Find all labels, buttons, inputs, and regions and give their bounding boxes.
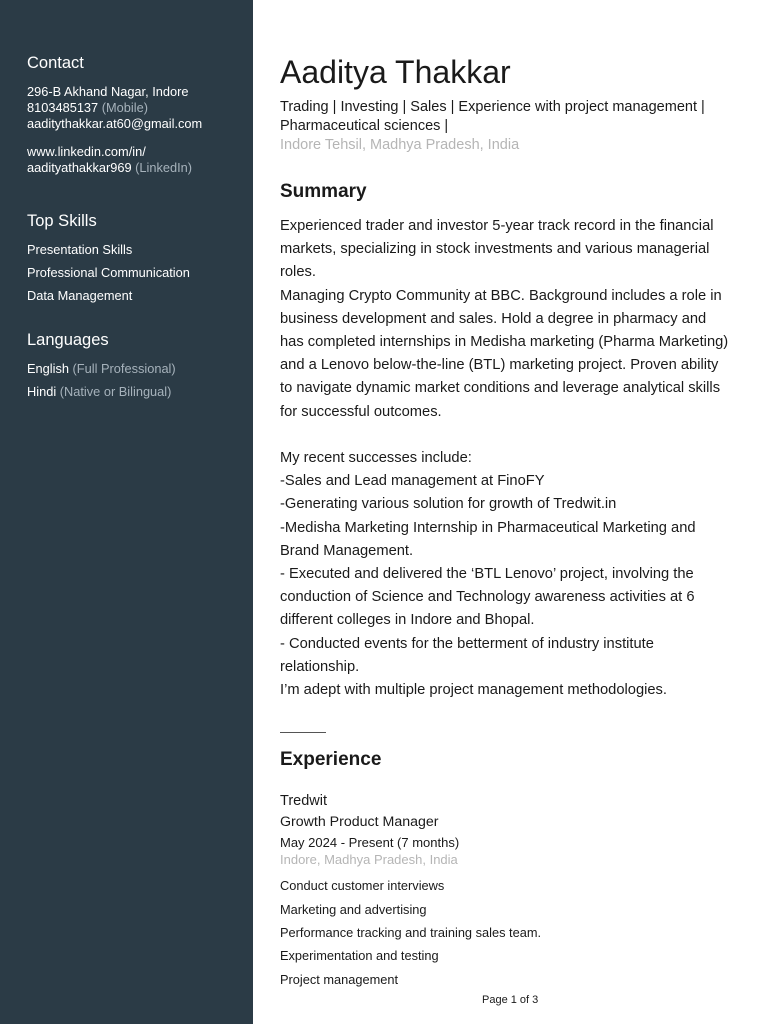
contact-heading: Contact	[27, 54, 84, 72]
phone-number[interactable]: 8103485137	[27, 100, 99, 116]
headline: Trading | Investing | Sales | Experience with project management | Pharmaceutical sciences |	[280, 99, 705, 134]
duty-item: Experimentation and testing	[280, 948, 439, 964]
language-level: (Native or Bilingual)	[59, 383, 172, 399]
summary-line: - Conducted events for the betterment of industry institute	[280, 635, 654, 652]
summary-blank-line	[280, 424, 745, 447]
duty-item: Marketing and advertising	[280, 901, 427, 917]
company-name: Tredwit	[280, 793, 327, 810]
job-location: Indore, Madhya Pradesh, India	[280, 852, 458, 868]
linkedin-url-line2[interactable]	[27, 160, 253, 176]
summary-line: Brand Management.	[280, 542, 414, 559]
sidebar	[0, 0, 253, 1024]
person-location: Indore Tehsil, Madhya Pradesh, India	[280, 137, 520, 153]
summary-line: conduction of Science and Technology awareness activities at 6	[280, 589, 695, 606]
experience-entry	[280, 792, 745, 988]
languages-heading: Languages	[27, 331, 109, 350]
main-content	[280, 54, 745, 995]
summary-line: My recent successes include:	[280, 450, 472, 467]
skill-item: Professional Communication	[27, 265, 190, 281]
summary-line: - Executed and delivered the ‘BTL Lenovo’ project, involving the	[280, 566, 694, 583]
summary-line: I’m adept with multiple project management methodologies.	[280, 682, 667, 699]
duty-item: Project management	[280, 971, 399, 987]
page-number: Page 1 of 3	[482, 994, 539, 1006]
summary-line: to navigate dynamic market conditions and leverage analytical skills	[280, 380, 721, 397]
job-title: Growth Product Manager	[280, 814, 439, 831]
job-dates: May 2024 - Present (7 months)	[280, 835, 460, 851]
language-item	[27, 361, 253, 377]
linkedin-label: (LinkedIn)	[135, 159, 193, 175]
language-name: English	[27, 361, 69, 377]
linkedin-handle[interactable]: aadityathakkar969	[27, 159, 132, 175]
contact-email[interactable]: aaditythakkar.at60@gmail.com	[27, 116, 203, 132]
contact-address: 296-B Akhand Nagar, Indore	[27, 84, 189, 99]
job-duties	[280, 878, 745, 988]
duty-item: Performance tracking and training sales team.	[280, 925, 542, 941]
linkedin-url-line1[interactable]: www.linkedin.com/in/	[27, 143, 146, 159]
summary-line: has completed internships in Medisha marketing (Pharma Marketing)	[280, 334, 729, 351]
summary-line: business development and sales. Hold a degree in pharmacy and	[280, 310, 707, 327]
linkedin-link[interactable]	[27, 144, 253, 176]
summary-line: and a Lenovo below-the-line (BTL) marketing project. Proven ability	[280, 357, 719, 374]
summary-line: different colleges in Indore and Bhopal.	[280, 612, 535, 629]
summary-heading: Summary	[280, 181, 367, 202]
person-name: Aaditya Thakkar	[280, 54, 511, 90]
experience-heading: Experience	[280, 749, 382, 771]
language-level: (Full Professional)	[72, 361, 176, 377]
language-name: Hindi	[27, 383, 57, 399]
summary-line: -Medisha Marketing Internship in Pharmaceutical Marketing and	[280, 519, 696, 536]
summary-line: -Sales and Lead management at FinoFY	[280, 473, 545, 490]
duty-item: Conduct customer interviews	[280, 878, 445, 894]
summary-line: for successful outcomes.	[280, 403, 442, 420]
summary-text	[280, 215, 745, 702]
summary-line: markets, specializing in stock investments and various managerial	[280, 241, 710, 258]
summary-line: roles.	[280, 264, 316, 281]
contact-phone	[27, 100, 253, 116]
language-item	[27, 384, 253, 400]
top-skills-heading: Top Skills	[27, 212, 97, 231]
summary-line: relationship.	[280, 658, 360, 675]
skill-item: Data Management	[27, 288, 133, 304]
phone-type: (Mobile)	[101, 100, 148, 116]
skill-item: Presentation Skills	[27, 242, 133, 258]
summary-line: -Generating various solution for growth of Tredwit.in	[280, 496, 617, 513]
section-divider	[280, 732, 326, 733]
summary-line: Experienced trader and investor 5-year track record in the financial	[280, 218, 714, 234]
summary-line: Managing Crypto Community at BBC. Background includes a role in	[280, 287, 722, 304]
